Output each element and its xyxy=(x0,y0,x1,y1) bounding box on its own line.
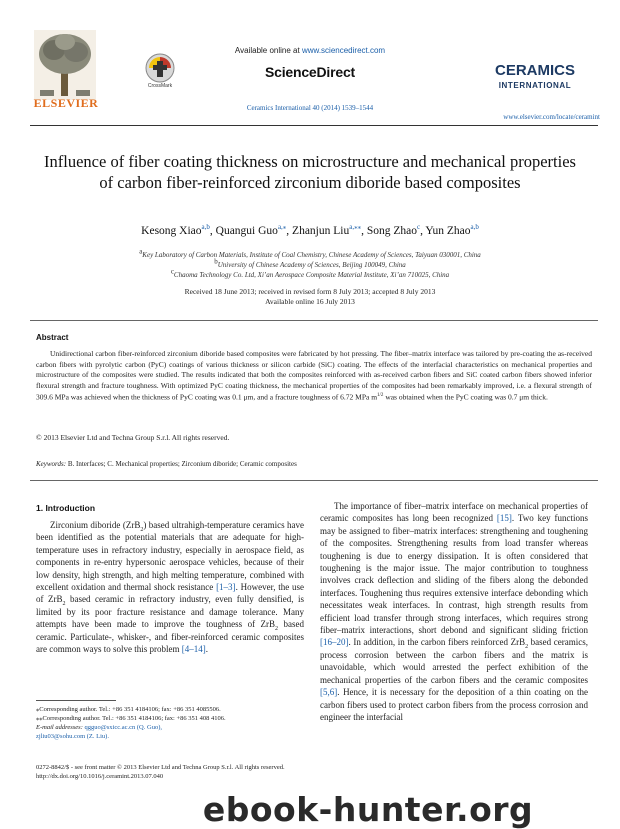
citation-link[interactable]: [16–20] xyxy=(320,637,349,648)
author-affiliation-marker[interactable]: a,b xyxy=(201,223,210,232)
abstract-divider xyxy=(30,320,598,321)
affiliation-marker: a xyxy=(139,247,143,256)
abstract-heading: Abstract xyxy=(36,333,69,342)
footnote-divider xyxy=(36,700,116,701)
citation-link[interactable]: [4–14] xyxy=(181,644,206,655)
affiliation-text: Chaoma Technology Co. Ltd, Xi’an Aerospace Composite Material Institute, Xi’an 710025, China xyxy=(173,271,450,279)
online-date: Available online 16 July 2013 xyxy=(265,297,355,306)
citation-link[interactable]: [15] xyxy=(496,513,512,524)
issn-line: 0272-8842/$ - see front matter © 2013 Elsevier Ltd and Techna Group S.r.l. All rights reserved. xyxy=(36,764,285,771)
footnotes xyxy=(36,705,304,741)
journal-homepage-link[interactable]: www.elsevier.com/locate/ceramint xyxy=(503,113,600,121)
available-text: Available online at xyxy=(234,46,302,55)
header-divider xyxy=(30,125,598,126)
affiliation-line xyxy=(40,267,580,280)
publisher-name: ELSEVIER xyxy=(33,96,99,110)
article-history xyxy=(40,287,580,307)
received-dates: Received 18 June 2013; received in revised form 8 July 2013; accepted 8 July 2013 xyxy=(184,287,436,296)
keywords-label: Keywords: xyxy=(36,460,67,468)
keywords-list: B. Interfaces; C. Mechanical properties; Zirconium diboride; Ceramic composites xyxy=(66,460,297,468)
doi-link[interactable]: http://dx.doi.org/10.1016/j.ceramint.2013.07.040 xyxy=(36,773,164,780)
author-name[interactable]: Yun Zhao xyxy=(425,225,471,237)
abstract-text-part2: was obtained when the PyC coating was 0.7 μm thick. xyxy=(383,392,548,402)
keywords xyxy=(36,460,592,468)
body-column-right: The importance of fiber–matrix interface on mechanical properties of ceramic composites has long been recognized [15]. Two key functions may be assigned to fiber–matrix interfaces: strengthening and toughening of the composites. Strengthening results from load transfer whereas toughening is due to energy dissipation. It is often considered that toughening is the major issue. The major contribution to toughness involves crack deflection and sliding of the fibers along the debonded interfaces. Toughening thus requires extensive interface debonding which necessitates weak interfaces. In contrast, high strength results from efficient load transfer through strong interfaces, which requires strong fiber–matrix interactions, short debond and significant sliding friction [16–20]. In addition, in the carbon fibers reinforced ZrB$_2$ based ceramics, process corrosion between the carbon fibers and the matrix is unavoidable, which would arrested the perfect exhibition of the mechanical properties of the carbon fibers and the ceramic composites [5,6]. Hence, it is necessary for the deposition of a thin coating on the carbon fibers used to protect carbon fibers from the process corrosion and engineer the interfacial xyxy=(320,501,588,722)
affiliation-text: University of Chinese Academy of Sciences, Beijing 100049, China xyxy=(217,261,406,269)
abstract-copyright: © 2013 Elsevier Ltd and Techna Group S.r.l. All rights reserved. xyxy=(36,433,230,442)
citation-link[interactable]: [1–3] xyxy=(216,582,236,593)
footnote-emails xyxy=(36,723,304,732)
watermark: ebook-hunter.org xyxy=(202,790,534,829)
affiliation-marker: c xyxy=(170,267,174,276)
affiliation-marker: b xyxy=(214,257,218,266)
author-affiliation-marker[interactable]: c xyxy=(416,223,421,232)
author-name[interactable]: Zhanjun Liu xyxy=(292,225,350,237)
email-label: E-mail addresses: xyxy=(36,724,83,731)
email-link[interactable]: zjliu03@sohu.com (Z. Liu). xyxy=(36,733,109,740)
available-online xyxy=(200,46,420,55)
abstract-text-part1: Unidirectional carbon fiber-reinforced zirconium diboride based composites were fabricated by hot pressing. The fiber–matrix interface was tailored by pre-coating the as-received carbon fibers with pyrolytic carbon (PyC) coatings of various thickness or silicon carbide (SiC) coating. The effects of the interfacial characteristics on mechanical properties and microstructure of the composites were studied. The results indicated that both the composites reinforced with as-received carbon fibers and SiC coated carbon fibers showed inferior flexural strength and fracture toughness. With optimized PyC coating thickness, the mechanical properties of the composites had been remarkably improved, i.e. a flexural strength of 309.6 MPa was achieved when the thickness of PyC coating was 0.1 μm, and a fracture toughness of 6.72 MPa m xyxy=(36,349,592,402)
sciencedirect-link[interactable]: www.sciencedirect.com xyxy=(301,46,386,55)
abstract-superscript: 1/2 xyxy=(377,393,384,399)
sciencedirect-wordmark: ScienceDirect xyxy=(264,64,355,80)
journal-reference-link[interactable]: Ceramics International 40 (2014) 1539–1544 xyxy=(246,104,374,112)
author-name[interactable]: Quangui Guo xyxy=(215,225,278,237)
footnote-emails-continued xyxy=(36,732,304,741)
author-affiliation-marker[interactable]: a,⁎ xyxy=(277,223,287,232)
keywords-divider xyxy=(30,480,598,481)
footnote-corresponding-2: ⁎⁎Corresponding author. Tel.: +86 351 4184106; fax: +86 351 408 4106. xyxy=(36,715,226,722)
affiliation-line xyxy=(40,257,580,270)
affiliations xyxy=(40,247,580,280)
journal-name-line2: INTERNATIONAL xyxy=(498,81,572,90)
affiliation-text: Key Laboratory of Carbon Materials, Institute of Coal Chemistry, Chinese Academy of Sciences, Taiyuan 030001, China xyxy=(142,251,481,259)
front-matter-footer xyxy=(36,763,436,781)
affiliation-line xyxy=(40,247,580,260)
abstract-text xyxy=(36,349,592,403)
crossmark-label: CrossMark xyxy=(147,83,173,89)
author-name[interactable]: Kesong Xiao xyxy=(141,225,202,237)
citation-link[interactable]: [5,6] xyxy=(320,687,338,698)
email-link[interactable]: qgguo@sxicc.ac.cn (Q. Guo), xyxy=(84,724,162,731)
body-column-left: Zirconium diboride (ZrB$_2$) based ultrahigh-temperature ceramics have been identified as the potential materials that are adequate for high-temperature uses in refractory industry, especially in aerospace field, as components in re-entry hypersonic aerospace vehicles, because of their low density, high strength, and high melting temperature, combined with excellent oxidation and thermal shock resistance [1–3]. However, the use of ZrB$_2$ based ceramic in refractory industry, even fully densified, is limited by its poor fracture resistance and damage tolerance. Many attempts have been made to improve the toughness of ZrB$_2$ based ceramic. Particulate-, whisker-, and fiber-reinforced ceramic composites are common ways to solve this problem [4–14]. xyxy=(36,520,304,655)
crossmark-icon[interactable] xyxy=(144,52,176,84)
journal-name-line1: CERAMICS xyxy=(494,62,575,79)
article-title: Influence of fiber coating thickness on microstructure and mechanical properties of carbon fiber-reinforced zirconium diboride based composites xyxy=(44,152,576,192)
author-affiliation-marker[interactable]: a,b xyxy=(470,223,479,232)
author-list: Kesong Xiao$^{a,b}$, Quangui Guo$^{a,⁎}$, Zhanjun Liu$^{a,⁎⁎}$, Song Zhao$^c$, Yun Zhao$^{a,b}$ xyxy=(141,223,479,237)
author-name[interactable]: Song Zhao xyxy=(366,225,417,237)
section-heading-introduction: 1. Introduction xyxy=(36,503,96,513)
footnote-corresponding-1: ⁎Corresponding author. Tel.: +86 351 4184106; fax: +86 351 4085506. xyxy=(36,706,221,713)
author-affiliation-marker[interactable]: a,⁎⁎ xyxy=(349,223,362,232)
